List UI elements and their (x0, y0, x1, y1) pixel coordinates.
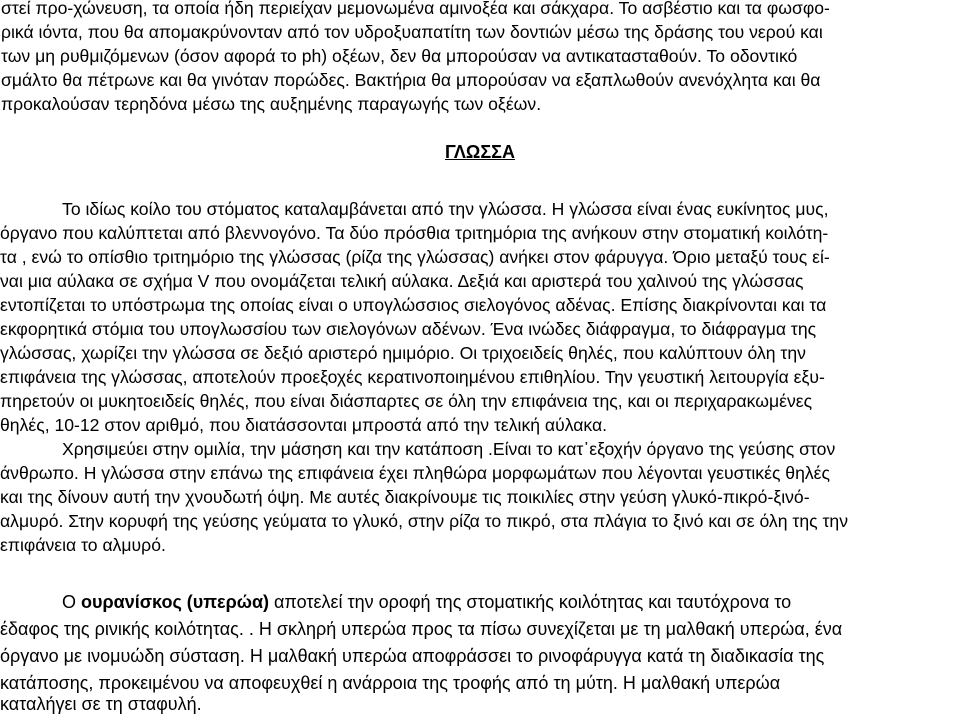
text-line: θηλές, 10-12 στον αριθμό, που διατάσσονται μπροστά από την τελική αύλακα. (0, 415, 608, 435)
text-line: Χρησιμεύει στην ομιλία, την μάσηση και την κατάποση .Είναι το κατ᾽εξοχήν όργανο της γεύσης στον (62, 439, 836, 459)
text-line: εκφορητικά στόμια του υπογλωσσίου των σιελογόνων αδένων. Ένα ινώδες διάφραγμα, το διάφραγμα της (0, 319, 817, 339)
text-line: αλμυρό. Στην κορυφή της γεύσης γεύματα το γλυκό, στην ρίζα το πικρό, στα πλάγια το ξινό και σε όλη της την (0, 511, 849, 531)
text-line: τα , ενώ το οπίσθιο τριτημόριο της γλώσσας (ρίζα της γλώσσας) ανήκει στον φάρυγγα. Όριο μεταξύ τους εί- (0, 247, 830, 267)
text-line: έδαφος της ρινικής κοιλότητας. . Η σκληρή υπερώα προς τα πίσω συνεχίζεται με τη μαλθακή υπερώα, ένα (0, 619, 843, 639)
text-line: σμάλτο θα πέτρωνε και θα γινόταν πορώδες. Βακτήρια θα μπορούσαν να εξαπλωθούν ανενόχλητα και θα (1, 70, 821, 90)
text-line: των μη ρυθμιζόμενων (όσον αφορά το ph) οξέων, δεν θα μπορούσαν να αντικατασταθούν. Το οδοντικό (1, 46, 798, 66)
text-line: όργανο που καλύπτεται από βλεννογόνο. Τα δύο πρόσθια τριτημόρια της ανήκουν στην στοματική κοιλότη- (0, 223, 829, 243)
text-line: επιφάνεια το αλμυρό. (0, 535, 166, 555)
text-line: εντοπίζεται το υπόστρωμα της οποίας είναι ο υπογλώσσιος σιελογόνος αδένας. Επίσης διακρίνονται και τα (0, 295, 827, 315)
text-line: όργανο με ινομυώδη σύσταση. Η μαλθακή υπερώα αποφράσσει το ρινοφάρυγγα κατά τη διαδικασία της (0, 646, 825, 666)
text-line: καταλήγει σε τη σταφυλή. (0, 694, 202, 714)
text-line: στεί προ-χώνευση, τα οποία ήδη περιείχαν μεμονωμένα αμινοξέα και σάκχαρα. Το ασβέστιο και τα φωσφο- (1, 0, 830, 18)
text-line: επιφάνεια της γλώσσας, αποτελούν προεξοχές κερατινοποιημένου επιθηλίου. Την γευστική λειτουργία εξυ- (0, 367, 825, 387)
text-line: πηρετούν οι μυκητοειδείς θηλές, που είναι διάσπαρτες σε όλη την επιφάνεια της, και οι περιχαρακωμένες (0, 391, 813, 411)
text-line: ρικά ιόντα, που θα απομακρύνονταν από τον υδροξυαπατίτη των δοντιών μέσω της δράσης του νερού και (1, 22, 823, 42)
text-line: προκαλούσαν τερηδόνα μέσω της αυξημένης παραγωγής των οξέων. (1, 94, 542, 114)
text-line: Το ιδίως κοίλο του στόματος καταλαμβάνεται από την γλώσσα. Η γλώσσα είναι ένας ευκίνητος μυς, (62, 199, 829, 219)
text-line: κατάποσης, προκειμένου να αποφευχθεί η ανάρροια της τροφής από τη μύτη. Η μαλθακή υπερώα (0, 673, 781, 693)
text-line: γλώσσας, χωρίζει την γλώσσα σε δεξιό αριστερό ημιμόριο. Οι τριχοειδείς θηλές, που καλύπτουν όλη την (0, 343, 806, 363)
palate-rest: αποτελεί την οροφή της στοματικής κοιλότητας και ταυτόχρονα το (269, 592, 792, 612)
text-line: και της δίνουν αυτή την χνουδωτή όψη. Με αυτές διακρίνουμε τις ποικιλίες στην γεύση γλυκό-πικρό-ξινό- (0, 487, 810, 507)
section-heading: ΓΛΩΣΣΑ (445, 142, 515, 162)
text-line: άνθρωπο. Η γλώσσα στην επάνω της επιφάνεια έχει πληθώρα μορφωμάτων που λέγονται γευστικές θηλές (0, 463, 830, 483)
palate-first-line (62, 590, 791, 614)
text-line: ναι μια αύλακα σε σχήμα V που ονομάζεται τελική αύλακα. Δεξιά και αριστερά του χαλινού της γλώσσας (0, 271, 804, 291)
palate-prefix: Ο (62, 592, 82, 612)
palate-term: ουρανίσκος (υπερώα) (81, 592, 270, 612)
